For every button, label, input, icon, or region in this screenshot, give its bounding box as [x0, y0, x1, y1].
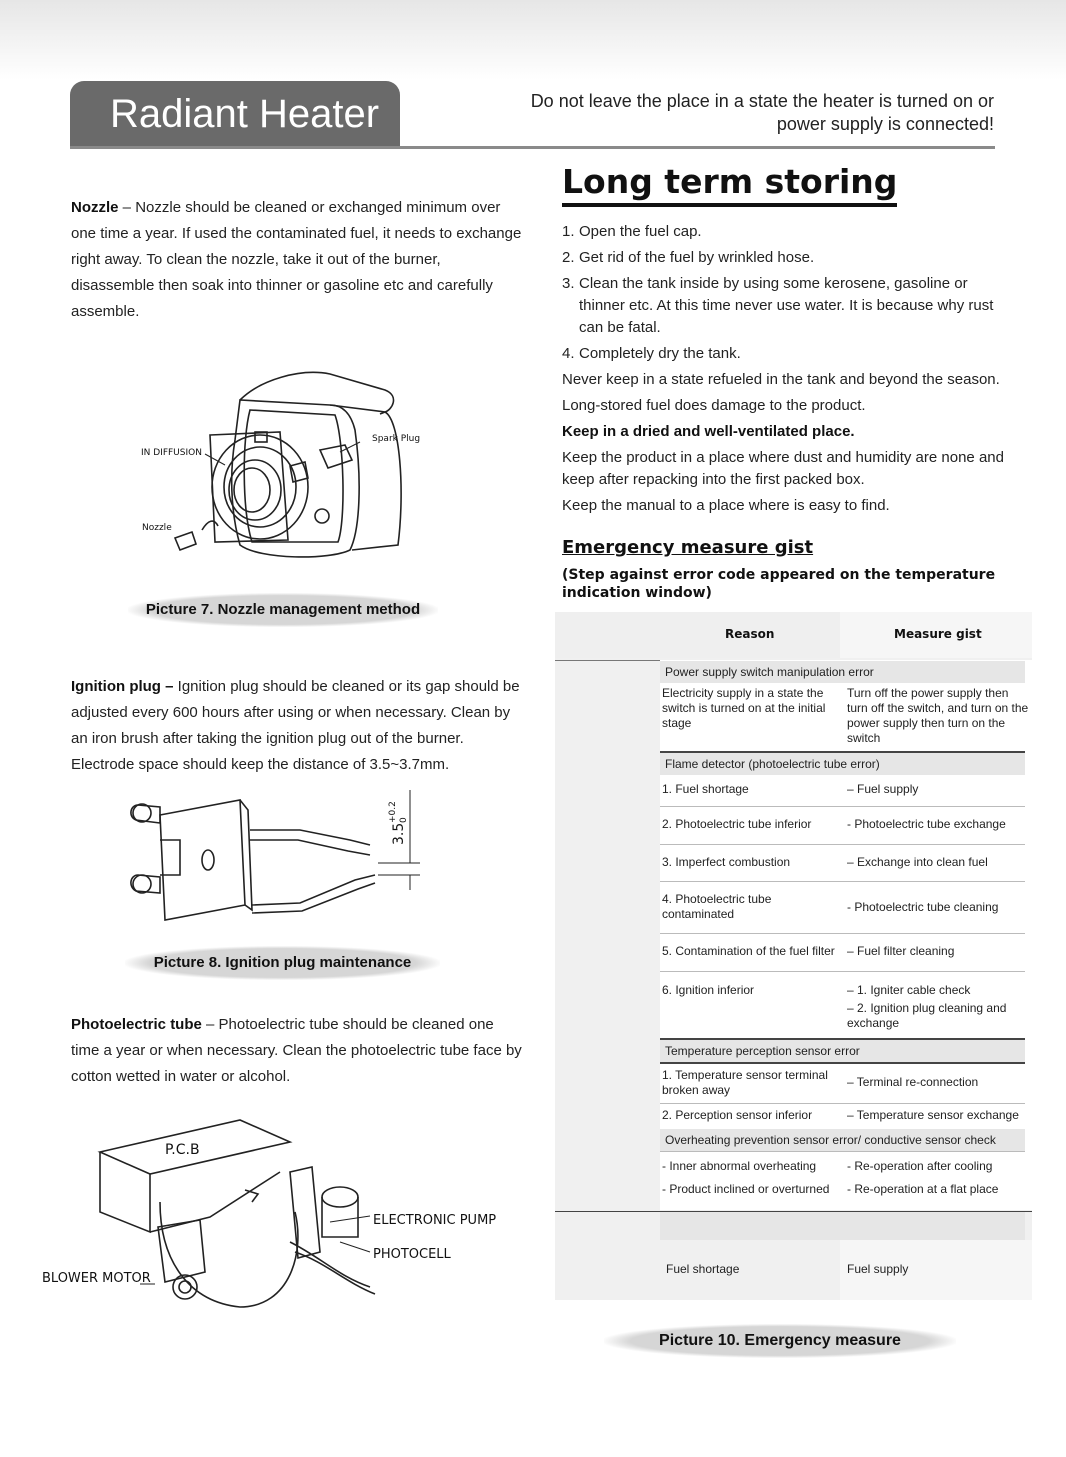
label-pcb: P.C.B: [165, 1142, 200, 1158]
page-title: Radiant Heater: [70, 81, 400, 148]
storage-note: Never keep in a state refueled in the tank and beyond the season.: [562, 371, 1000, 388]
storage-note: Keep the product in a place where dust and humidity are none and keep after repacking into the first packed box.: [562, 449, 1004, 488]
table-footer-band: [660, 1212, 1025, 1240]
gap-dimension: 3.5: [391, 822, 407, 845]
table-divider: [660, 1103, 1025, 1104]
storage-note: Keep the manual to a place where is easy to find.: [562, 497, 890, 514]
nozzle-paragraph: [71, 195, 526, 325]
emergency-title: Emergency measure gist: [562, 537, 814, 558]
table-divider: [660, 1151, 1025, 1152]
gap-tolerance-upper: +0.2: [388, 801, 398, 823]
safety-warning: [474, 90, 994, 136]
emergency-table: Reason Measure gist Power supply switch manipulation error Electricity supply in a state the switch is turned on at the initial stage Turn off the power supply then turn off the switch, and turn on the power supply then turn on the switch Flame detector (photoelectric tube error) 1. Fuel shortage – Fuel supply 2. Photoelectric tube inferior - Photoelectric tube exchange 3. Imperfect combustion – Exchange into clean fuel 4. Photoelectric tube contaminated - Photoelectric tube cleaning 5. Contamination of the fuel filter – Fuel filter cleaning 6. Ignition inferior – 1. Igniter cable check – 2. Ignition plug cleaning and exchange Temperature perception sensor error 1. Temperature sensor terminal broken away – Terminal re-connection 2. Perception sensor inferior – Temperature sensor exchange Overheating prevention sensor error/ conductive sensor check - Inner abnormal overheating - Re-operation after cooling - Product inclined or overturned - Re-operation at a flat place Fuel shortage Fuel supply: [555, 612, 1032, 1300]
long-term-storing-list: [562, 221, 1007, 521]
table-divider: [660, 1062, 1025, 1064]
gap-tolerance-lower: 0: [399, 817, 409, 823]
table-header-left: [555, 612, 840, 658]
list-item: 1. Open the fuel cap.: [562, 223, 702, 240]
label-in-diffusion: IN DIFFUSION: [141, 448, 202, 458]
nozzle-label: Nozzle: [71, 199, 119, 216]
nozzle-text: Nozzle should be cleaned or exchanged minimum over one time a year. If used the contaminated fuel, it needs to exchange right away. To clean the nozzle, take it out of the burner, disassemble then soak into thinner or gasoline etc and carefully assemble.: [71, 199, 522, 320]
table-divider: [660, 806, 1025, 807]
ignition-plug-illustration: [120, 785, 430, 930]
header-divider: [70, 146, 995, 149]
nozzle-dash: –: [118, 199, 136, 216]
storage-note: Long-stored fuel does damage to the product.: [562, 397, 866, 414]
emergency-subtitle: (Step against error code appeared on the temperature indication window): [562, 567, 996, 601]
caption-picture-10: Picture 10. Emergency measure: [604, 1324, 956, 1358]
photoelectric-text: Photoelectric tube should be cleaned one time a year or when necessary. Clean the photoelectric tube face by cotton wetted in water or alcohol.: [71, 1016, 522, 1085]
table-group-header: Flame detector (photoelectric tube error): [660, 753, 1025, 775]
table-group-header: Power supply switch manipulation error: [660, 661, 1025, 683]
storage-note-bold: Keep in a dried and well-ventilated place.: [562, 423, 855, 440]
column-header-measure: Measure gist: [894, 627, 982, 641]
table-divider: [660, 971, 1025, 972]
photoelectric-paragraph: [71, 1012, 526, 1090]
label-electronic-pump: ELECTRONIC PUMP: [373, 1213, 497, 1228]
page-background-fade: [0, 0, 1066, 80]
table-divider: [660, 933, 1025, 934]
burner-assembly-illustration: [40, 1112, 520, 1317]
photoelectric-label: Photoelectric tube: [71, 1016, 202, 1033]
label-photocell: PHOTOCELL: [373, 1247, 451, 1262]
caption-picture-7: Picture 7. Nozzle management method: [128, 593, 438, 627]
ignition-label: Ignition plug –: [71, 678, 174, 695]
label-blower-motor: BLOWER MOTOR: [42, 1271, 151, 1286]
safety-warning-line-1: Do not leave the place in a state the heater is turned on or: [530, 91, 994, 111]
safety-warning-line-2: power supply is connected!: [776, 114, 994, 134]
table-group-header: Temperature perception sensor error: [660, 1040, 1025, 1062]
caption-picture-8: Picture 8. Ignition plug maintenance: [125, 946, 440, 980]
nozzle-burner-illustration: [130, 360, 450, 580]
photoelectric-dash: –: [201, 1016, 219, 1033]
list-item: 4. Completely dry the tank.: [562, 345, 741, 362]
long-term-storing-title: Long term storing: [562, 162, 897, 207]
table-group-header: Overheating prevention sensor error/ conductive sensor check: [660, 1129, 1025, 1151]
table-divider: [660, 844, 1025, 845]
list-item: 3. Clean the tank inside by using some kerosene, gasoline or thinner etc. At this time never use water. It is because why rust can be fatal.: [562, 275, 994, 336]
table-divider: [660, 881, 1025, 882]
label-nozzle: Nozzle: [142, 523, 172, 533]
column-header-reason: Reason: [725, 627, 775, 641]
ignition-paragraph: [71, 674, 526, 778]
label-spark-plug: Spark Plug: [372, 434, 421, 444]
list-item: 2. Get rid of the fuel by wrinkled hose.: [562, 249, 815, 266]
ignition-text: Ignition plug should be cleaned or its gap should be adjusted every 600 hours after using or when necessary. Clean by an iron brush after taking the ignition plug out of the burner. Electrode space should keep the distance of 3.5~3.7mm.: [71, 678, 520, 773]
